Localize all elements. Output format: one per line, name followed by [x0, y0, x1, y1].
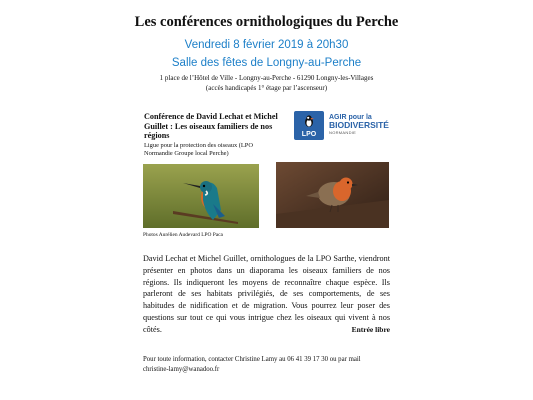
agir-biodiversite-logo: [329, 114, 409, 135]
conference-title: Conférence de David Lechat et Michel Guillet : Les oiseaux familiers de nos régions: [144, 112, 278, 141]
contact-info: [143, 355, 403, 374]
robin-photo: [276, 162, 389, 228]
organization-name: Ligue pour la protection des oiseaux (LPO Normandie Groupe local Perche): [144, 142, 253, 157]
contact-line: Pour toute information, contacter Christine Lamy au 06 41 39 17 30 ou par mail: [143, 356, 361, 363]
body-text: David Lechat et Michel Guillet, ornithologues de la LPO Sarthe, viendront présenter en photos dans un diaporama les oiseaux familiers de nos régions. Ils indiqueront les moyens de reconnaître chaque espèce. Ils parleront de ses habitats privilégiés, de ses comportements, de ses habitudes de nidification et de migration. Vous pourrez leur poser des questions sur tout ce qui vous intrigue chez les oiseaux qui vivent à nos côtés.: [143, 254, 390, 334]
contact-email: christine-lamy@wanadoo.fr: [143, 365, 220, 373]
agir-line3: NORMANDIE: [329, 130, 357, 135]
page-title: Les conférences ornithologiques du Perche: [134, 14, 399, 30]
photo-credit: Photos Aurélien Audevard LPO Paca: [143, 232, 223, 238]
agir-line1: AGIR pour la: [329, 114, 372, 121]
event-address: 1 place de l’Hôtel de Ville - Longny-au-Perche - 61290 Longny-les-Villages: [159, 74, 374, 82]
kingfisher-photo: [143, 164, 259, 228]
puffin-icon: [302, 114, 316, 128]
event-date: Vendredi 8 février 2019 à 20h30: [184, 39, 349, 51]
body-paragraph: [143, 253, 390, 336]
agir-line2: BIODIVERSITÉ: [329, 120, 389, 130]
lpo-logo: [294, 111, 324, 140]
lpo-logo-text: LPO: [301, 131, 317, 138]
event-access-note: (accès handicapés 1° étage par l’ascenseur): [205, 84, 328, 92]
event-venue: Salle des fêtes de Longny-au-Perche: [171, 57, 362, 69]
entree-libre: Entrée libre: [351, 324, 390, 334]
